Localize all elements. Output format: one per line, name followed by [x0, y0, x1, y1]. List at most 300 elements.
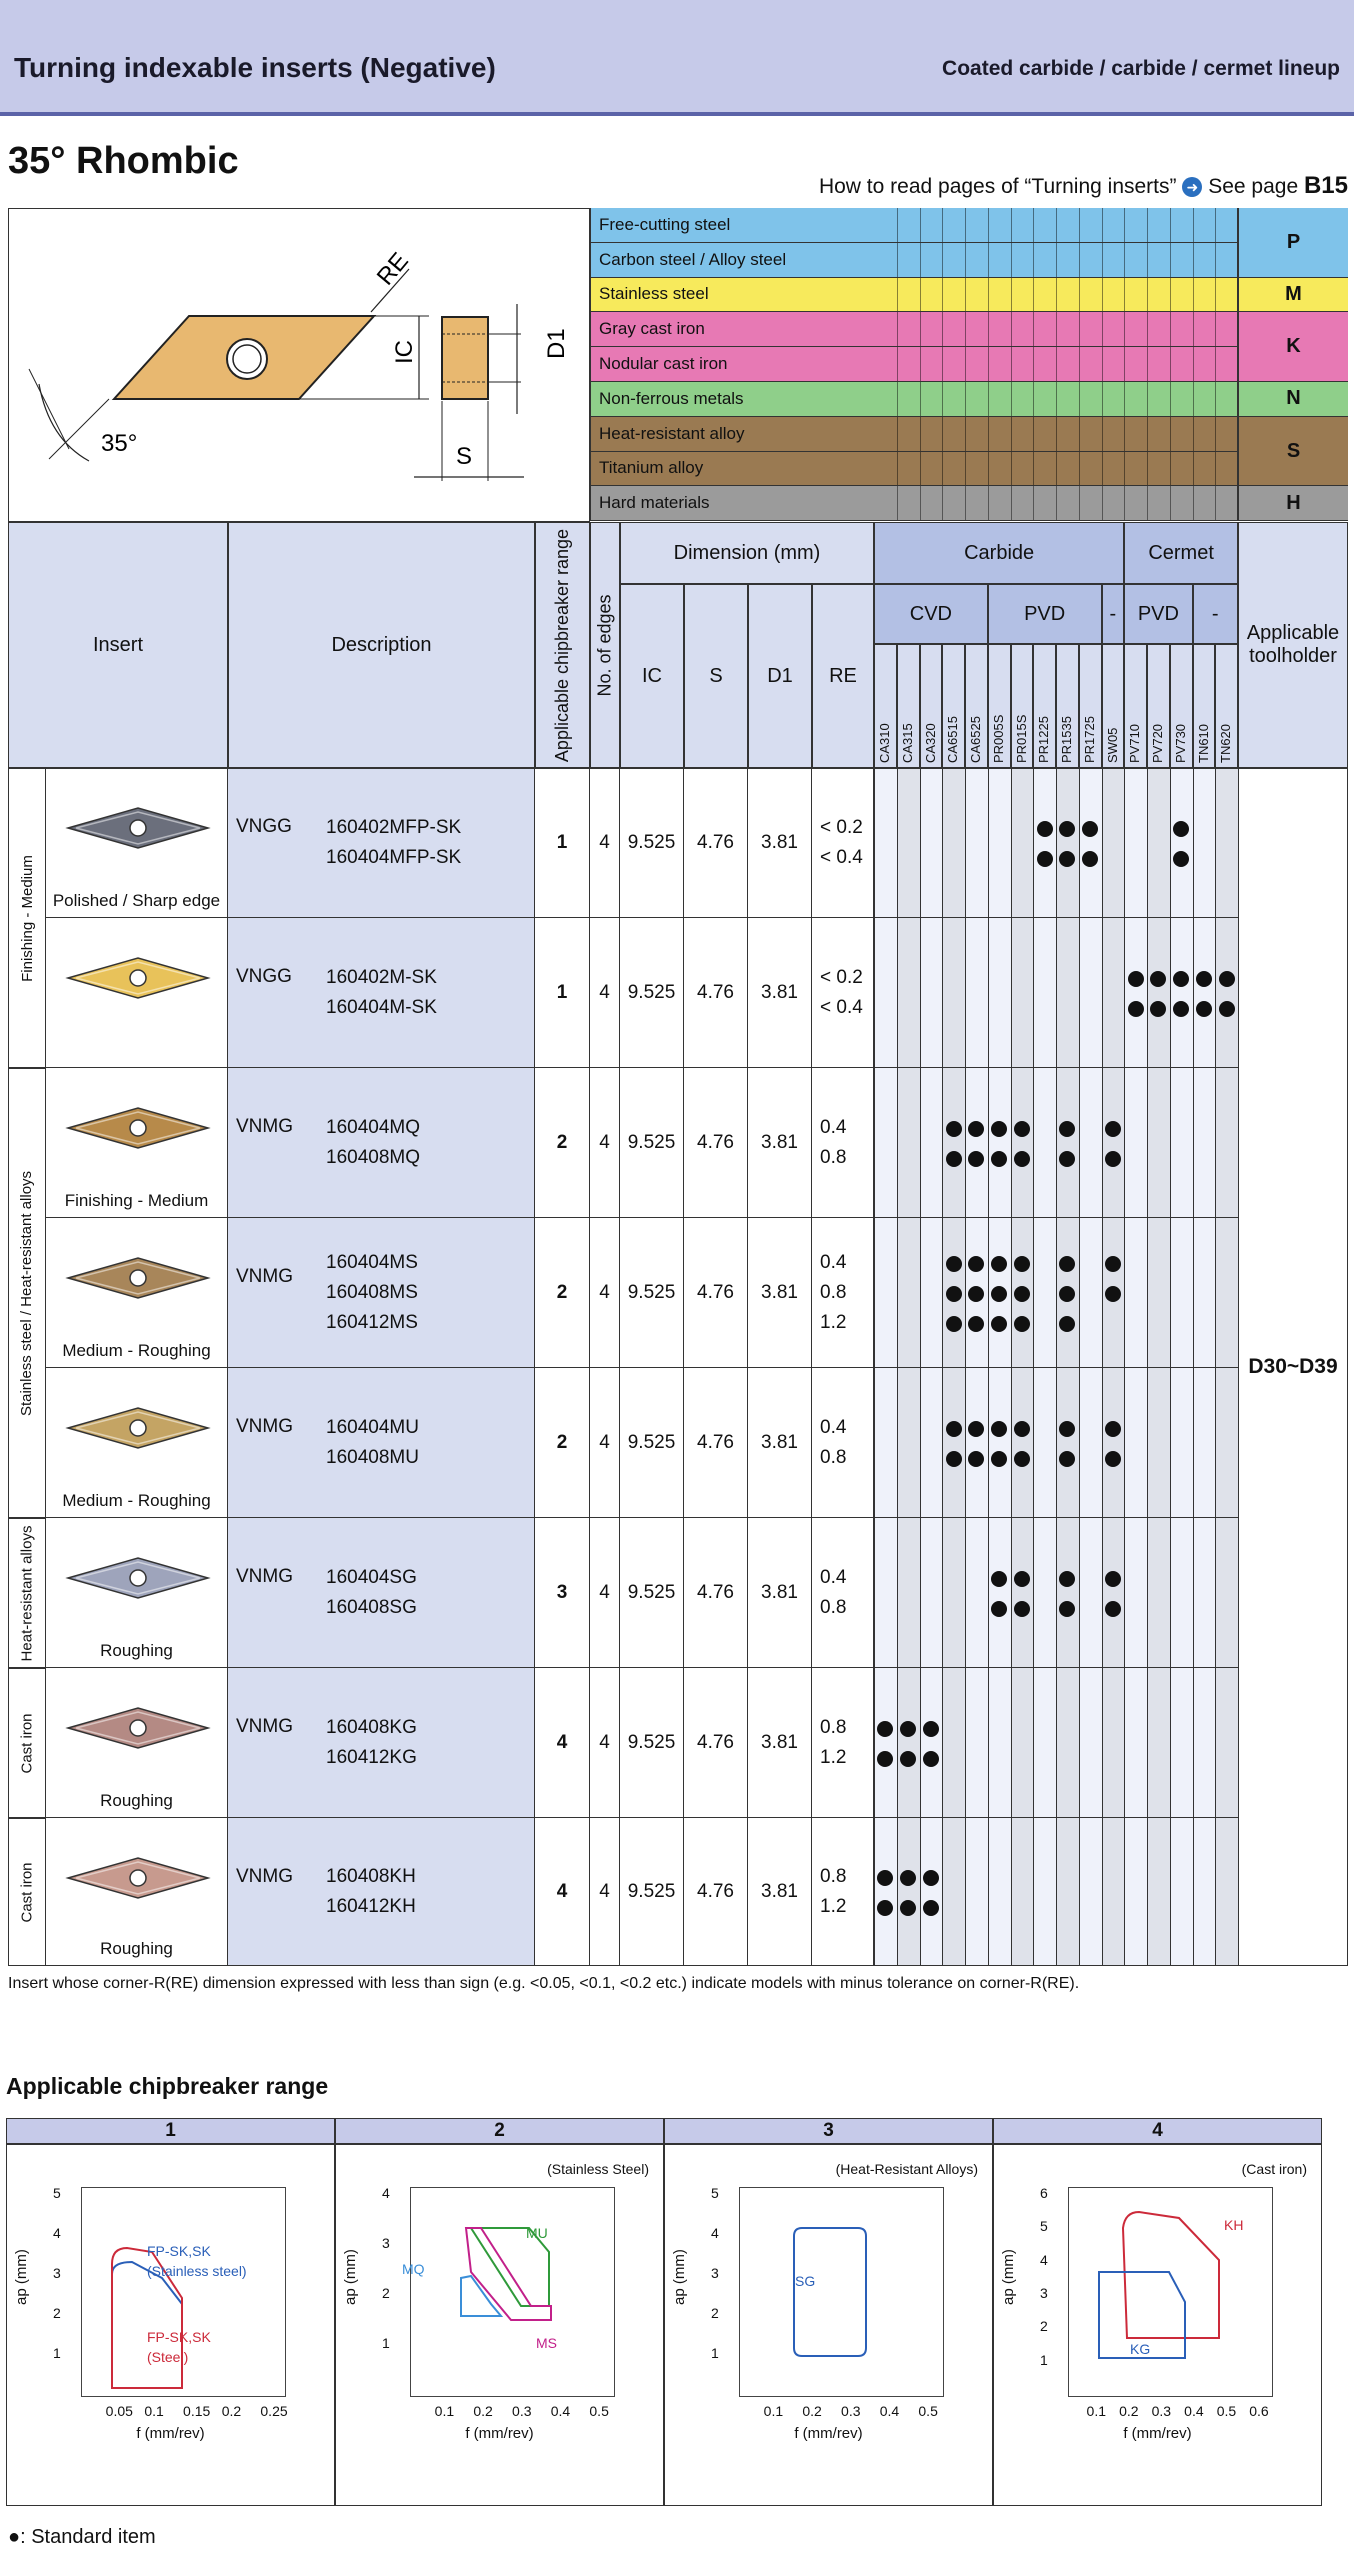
material-code: P [1238, 208, 1348, 278]
x-axis-label: f (mm/rev) [1123, 2425, 1192, 2442]
stock-dot [1105, 1571, 1121, 1587]
chipbreaker-range: 1 [535, 768, 590, 917]
material-row: Non-ferrous metals [590, 382, 874, 417]
arrow-right-icon: ➜ [1182, 177, 1202, 197]
grid-line [988, 417, 989, 451]
stock-dot [1059, 1421, 1075, 1437]
insert-diagram [8, 208, 590, 522]
grid-line [1147, 312, 1148, 346]
grid-line [1147, 486, 1148, 520]
material-grid [874, 452, 1238, 487]
header-ic: IC [620, 584, 684, 768]
grid-line [1102, 486, 1103, 520]
insert-cell [46, 1068, 228, 1217]
stock-dot [1196, 1001, 1212, 1017]
grid-line [897, 452, 898, 486]
insert-type: VNMG [236, 1116, 293, 1137]
grid-line [1124, 243, 1125, 277]
grid-line [1193, 243, 1194, 277]
grid-line [1215, 278, 1216, 312]
dimension-ic: 9.525 [620, 1368, 684, 1517]
x-tick: 0.3 [1151, 2403, 1172, 2419]
stock-dot [991, 1151, 1007, 1167]
stock-dot [900, 1721, 916, 1737]
insert-image [46, 778, 228, 878]
grade-header [1147, 644, 1170, 768]
grid-line [897, 486, 898, 520]
grade-label: PR1225 [1036, 716, 1052, 763]
grid-line [1215, 347, 1216, 381]
grid-line [1079, 347, 1080, 381]
grid-line [1056, 347, 1057, 381]
y-tick: 2 [53, 2305, 61, 2321]
stock-dot [900, 1870, 916, 1886]
grid-line [1011, 486, 1012, 520]
y-axis-label: ap (mm) [1000, 2249, 1017, 2305]
stock-dot [968, 1151, 984, 1167]
grid-line [1215, 452, 1216, 486]
y-axis-label: ap (mm) [13, 2249, 30, 2305]
grid-line [920, 486, 921, 520]
material-row: Nodular cast iron [590, 347, 874, 382]
grid-line [942, 382, 943, 416]
grid-line [897, 278, 898, 312]
plot-area [410, 2187, 615, 2397]
insert-image [46, 1528, 228, 1628]
chipbreaker-title: Applicable chipbreaker range [6, 2073, 329, 2099]
y-tick: 4 [711, 2225, 719, 2241]
stock-dot [1105, 1151, 1121, 1167]
model-code: 160412KH [326, 1896, 416, 1917]
grid-line [1124, 278, 1125, 312]
stock-dot [877, 1751, 893, 1767]
stock-dot [877, 1721, 893, 1737]
x-tick: 0.6 [1249, 2403, 1269, 2419]
x-tick: 0.1 [1086, 2403, 1106, 2419]
insert-type: VNMG [236, 1266, 293, 1287]
model-code: 160408MU [326, 1447, 419, 1468]
stock-dot [1128, 971, 1144, 987]
stock-dot [923, 1870, 939, 1886]
stock-dot [1173, 971, 1189, 987]
dimension-d1: 3.81 [748, 1668, 812, 1817]
group-label [8, 1518, 46, 1668]
grid-line [1033, 417, 1034, 451]
insert-cell [46, 1368, 228, 1517]
dimension-d1: 3.81 [748, 768, 812, 917]
re-value: < 0.2 [820, 967, 863, 988]
grade-header [942, 644, 965, 768]
x-tick: 0.4 [879, 2403, 900, 2419]
insert-type: VNGG [236, 966, 292, 987]
grid-line [1102, 452, 1103, 486]
grid-line [1079, 486, 1080, 520]
edges-count: 4 [590, 1368, 620, 1517]
x-tick: 0.3 [841, 2403, 861, 2419]
dimension-re [812, 918, 874, 1067]
x-tick: 0.5 [589, 2403, 609, 2419]
grid-line [965, 312, 966, 346]
dimension-d1: 3.81 [748, 918, 812, 1067]
edges-count: 4 [590, 1668, 620, 1817]
grid-line [1170, 452, 1171, 486]
grid-line [1170, 208, 1171, 242]
x-tick: 0.5 [1216, 2403, 1237, 2419]
dimension-re [812, 1068, 874, 1217]
description-cell [228, 1668, 535, 1817]
curve-label: (Stainless steel) [147, 2263, 247, 2279]
grade-header [1033, 644, 1056, 768]
model-code: 160408KG [326, 1717, 417, 1738]
y-tick: 3 [1040, 2285, 1048, 2301]
grid-line [1215, 417, 1216, 451]
grid-line [965, 486, 966, 520]
chipbreaker-curve [740, 2188, 945, 2398]
dimension-ic: 9.525 [620, 1818, 684, 1965]
grade-label: CA315 [899, 723, 915, 763]
stock-dot [1105, 1601, 1121, 1617]
stock-dot [1105, 1121, 1121, 1137]
page-header [0, 0, 1354, 116]
material-grid [874, 347, 1238, 382]
material-code: K [1238, 312, 1348, 382]
grid-line [897, 312, 898, 346]
stock-dot [1219, 971, 1235, 987]
plot-area [81, 2187, 286, 2397]
grade-header [988, 644, 1011, 768]
stock-dot [1014, 1601, 1030, 1617]
group-label [8, 1068, 46, 1518]
grid-line [1193, 347, 1194, 381]
material-row: Titanium alloy [590, 452, 874, 487]
model-code: 160402M-SK [326, 967, 437, 988]
grade-label: PR1725 [1081, 716, 1097, 763]
header-dimension: Dimension (mm) [620, 522, 874, 584]
header-chipbreaker [535, 522, 590, 768]
x-tick: 0.2 [1119, 2403, 1139, 2419]
re-value: 1.2 [820, 1312, 847, 1333]
description-cell [228, 768, 535, 917]
header-re: RE [812, 584, 874, 768]
grid-line [1124, 417, 1125, 451]
grid-line [1124, 347, 1125, 381]
x-tick: 0.2 [221, 2403, 242, 2419]
grid-line [1147, 347, 1148, 381]
material-grid [874, 312, 1238, 347]
grade-label: PR015S [1013, 714, 1029, 763]
panel-subtitle: (Cast iron) [1241, 2161, 1307, 2177]
stock-dot [1014, 1256, 1030, 1272]
grid-line [1056, 243, 1057, 277]
grid-line [1193, 452, 1194, 486]
model-code: 160404MS [326, 1252, 418, 1273]
grid-line [1033, 486, 1034, 520]
dimension-re [812, 1218, 874, 1367]
stock-dot [1059, 1256, 1075, 1272]
chipbreaker-panel [335, 2144, 664, 2506]
re-value: 0.4 [820, 1252, 847, 1273]
footnote: Insert whose corner-R(RE) dimension expressed with less than sign (e.g. <0.05, <0.1, <0.2 etc.) indicate models with minus tolerance on corner-R(RE). [8, 1975, 1080, 1992]
curve-label: KG [1130, 2341, 1151, 2357]
dimension-ic: 9.525 [620, 1068, 684, 1217]
stock-dot [946, 1121, 962, 1137]
insert-cell [46, 1818, 228, 1965]
x-axis-label: f (mm/rev) [465, 2425, 534, 2442]
table-row [46, 1818, 1238, 1966]
grid-line [920, 417, 921, 451]
chipbreaker-range: 3 [535, 1518, 590, 1667]
material-grid [874, 382, 1238, 417]
header-dash1: - [1102, 584, 1125, 644]
header-description: Description [228, 522, 535, 768]
y-tick: 5 [53, 2185, 61, 2201]
chipbreaker-header: 4 [993, 2118, 1322, 2144]
model-code: 160404MQ [326, 1117, 421, 1138]
grade-label: TN620 [1218, 723, 1234, 763]
stock-dot [1059, 851, 1075, 867]
grid-line [1056, 312, 1057, 346]
chipbreaker-header: 1 [6, 2118, 335, 2144]
grid-line [1079, 452, 1080, 486]
material-code: S [1238, 417, 1348, 487]
insert-caption: Roughing [100, 1939, 173, 1958]
insert-image [46, 1378, 228, 1478]
group-label-text: Cast iron [18, 1712, 36, 1774]
grade-label: CA310 [877, 723, 892, 763]
grid-line [965, 417, 966, 451]
grid-line [1124, 486, 1125, 520]
stock-dot [1082, 851, 1098, 867]
dimension-d1: 3.81 [748, 1368, 812, 1517]
header-cermet: Cermet [1124, 522, 1238, 584]
y-tick: 3 [53, 2265, 61, 2281]
y-axis-label: ap (mm) [342, 2249, 359, 2305]
grid-line [897, 417, 898, 451]
y-tick: 2 [382, 2285, 390, 2301]
model-code: 160404MFP-SK [326, 847, 462, 868]
grid-line [1215, 486, 1216, 520]
model-code: 160402MFP-SK [326, 817, 462, 838]
grid-line [988, 208, 989, 242]
stock-dot [968, 1421, 984, 1437]
curve-label: MQ [402, 2261, 425, 2277]
material-grid [874, 243, 1238, 278]
edges-count: 4 [590, 1818, 620, 1965]
grade-label: TN610 [1195, 723, 1211, 763]
table-row [46, 1368, 1238, 1518]
grade-header [1056, 644, 1079, 768]
stock-dot [900, 1900, 916, 1916]
grid-line [920, 382, 921, 416]
insert-cell [46, 1668, 228, 1817]
stock-dot [1082, 821, 1098, 837]
label-angle: 35° [101, 430, 138, 457]
re-value: 0.4 [820, 1417, 847, 1438]
material-row: Carbon steel / Alloy steel [590, 243, 874, 278]
grid-line [1033, 382, 1034, 416]
stock-dot [1173, 851, 1189, 867]
header-right: Coated carbide / carbide / cermet lineup [942, 57, 1340, 80]
stock-dot [968, 1286, 984, 1302]
grid-line [1056, 208, 1057, 242]
chipbreaker-range: 1 [535, 918, 590, 1067]
curve-label: SG [795, 2273, 816, 2289]
chipbreaker-panel [664, 2144, 993, 2506]
material-code: M [1238, 278, 1348, 313]
howto-link[interactable] [819, 172, 1348, 200]
insert-type: VNGG [236, 816, 292, 837]
stock-dot [946, 1316, 962, 1332]
grid-line [920, 312, 921, 346]
dimension-ic: 9.525 [620, 1518, 684, 1667]
table-row [46, 918, 1238, 1068]
material-row: Stainless steel [590, 278, 874, 313]
x-tick: 0.4 [550, 2403, 571, 2419]
stock-dot [1105, 1256, 1121, 1272]
grid-line [1102, 417, 1103, 451]
header-dash2: - [1193, 584, 1239, 644]
grid-line [1033, 278, 1034, 312]
howto-text: How to read pages of “Turning inserts” [818, 175, 1177, 198]
grade-label: PR005S [990, 714, 1006, 763]
grid-line [988, 243, 989, 277]
y-tick: 5 [711, 2185, 719, 2201]
grid-line [897, 208, 898, 242]
re-value: 0.8 [820, 1866, 847, 1887]
edges-count: 4 [590, 1068, 620, 1217]
grid-line [1170, 382, 1171, 416]
grade-label: PV710 [1127, 723, 1143, 763]
grid-line [965, 382, 966, 416]
grid-line [1102, 208, 1103, 242]
grid-line [1079, 312, 1080, 346]
x-tick: 0.4 [1184, 2403, 1204, 2419]
grid-line [1056, 417, 1057, 451]
grade-label: CA320 [922, 723, 938, 763]
header-edges-text: No. of edges [594, 593, 615, 697]
panel-subtitle: (Heat-Resistant Alloys) [835, 2161, 978, 2177]
stock-dot [946, 1451, 962, 1467]
material-row: Gray cast iron [590, 312, 874, 347]
grid-line [1215, 382, 1216, 416]
group-label-text: Finishing - Medium [18, 854, 36, 982]
table-row [46, 1218, 1238, 1368]
stock-dot [991, 1316, 1007, 1332]
grid-line [942, 417, 943, 451]
insert-type: VNMG [236, 1716, 293, 1737]
dimension-s: 4.76 [684, 1818, 748, 1965]
dimension-ic: 9.525 [620, 1668, 684, 1817]
grid-line [1147, 382, 1148, 416]
diagram-svg [9, 209, 589, 521]
grid-line [1079, 417, 1080, 451]
label-s: S [456, 443, 473, 470]
chipbreaker-header: 3 [664, 2118, 993, 2144]
material-grid [874, 208, 1238, 243]
insert-caption: Polished / Sharp edge [52, 891, 221, 910]
material-row: Heat-resistant alloy [590, 417, 874, 452]
grid-line [1124, 208, 1125, 242]
label-d1: D1 [543, 328, 570, 359]
stock-dot [946, 1286, 962, 1302]
stock-dot [1196, 971, 1212, 987]
edges-count: 4 [590, 1218, 620, 1367]
stock-dot [968, 1316, 984, 1332]
dimension-ic: 9.525 [620, 1218, 684, 1367]
grid-line [1147, 208, 1148, 242]
grid-line [942, 208, 943, 242]
edges-count: 4 [590, 768, 620, 917]
stock-dot [1059, 1601, 1075, 1617]
insert-type: VNMG [236, 1866, 293, 1887]
re-value: 0.8 [820, 1147, 847, 1168]
header-cvd: CVD [874, 584, 988, 644]
y-tick: 1 [1040, 2351, 1048, 2368]
grade-label: PV730 [1172, 723, 1188, 763]
stock-dot [1014, 1121, 1030, 1137]
y-tick: 4 [1040, 2251, 1048, 2268]
grid-line [1102, 312, 1103, 346]
grade-label: CA6515 [945, 716, 961, 763]
stock-dot [877, 1870, 893, 1886]
stock-dot [991, 1421, 1007, 1437]
grade-header [920, 644, 943, 768]
grade-header [874, 644, 897, 768]
table-row [46, 1668, 1238, 1818]
grid-line [1011, 382, 1012, 416]
stock-dot [1150, 1001, 1166, 1017]
stock-dot [1014, 1421, 1030, 1437]
stock-dot [923, 1900, 939, 1916]
grade-header [1215, 644, 1238, 768]
y-tick: 2 [1040, 2318, 1048, 2335]
grid-line [942, 312, 943, 346]
grid-line [965, 452, 966, 486]
material-row: Hard materials [590, 486, 874, 521]
insert-type: VNMG [236, 1416, 293, 1437]
x-axis-label: f (mm/rev) [794, 2425, 863, 2442]
y-tick: 2 [711, 2305, 719, 2321]
re-value: 1.2 [820, 1896, 847, 1917]
dimension-s: 4.76 [684, 1068, 748, 1217]
x-tick: 0.5 [918, 2403, 938, 2419]
re-value: < 0.4 [820, 997, 863, 1018]
dimension-d1: 3.81 [748, 1218, 812, 1367]
model-code: 160404SG [326, 1567, 417, 1588]
grid-line [1033, 243, 1034, 277]
x-tick: 0.2 [473, 2403, 493, 2419]
grid-line [897, 347, 898, 381]
header-pvd2: PVD [1124, 584, 1192, 644]
stock-dot [968, 1121, 984, 1137]
grid-line [920, 278, 921, 312]
stock-dot [923, 1721, 939, 1737]
re-value: 0.8 [820, 1447, 847, 1468]
insert-caption: Roughing [100, 1641, 173, 1660]
insert-caption: Medium - Roughing [62, 1491, 211, 1510]
grid-line [920, 243, 921, 277]
description-cell [228, 1368, 535, 1517]
chipbreaker-panel [993, 2144, 1322, 2506]
dimension-re [812, 1518, 874, 1667]
dimension-re [812, 1368, 874, 1517]
stock-dot [1173, 1001, 1189, 1017]
grid-line [1215, 243, 1216, 277]
stock-dot [900, 1751, 916, 1767]
insert-image [46, 1078, 228, 1178]
dimension-ic: 9.525 [620, 768, 684, 917]
grid-line [1124, 312, 1125, 346]
